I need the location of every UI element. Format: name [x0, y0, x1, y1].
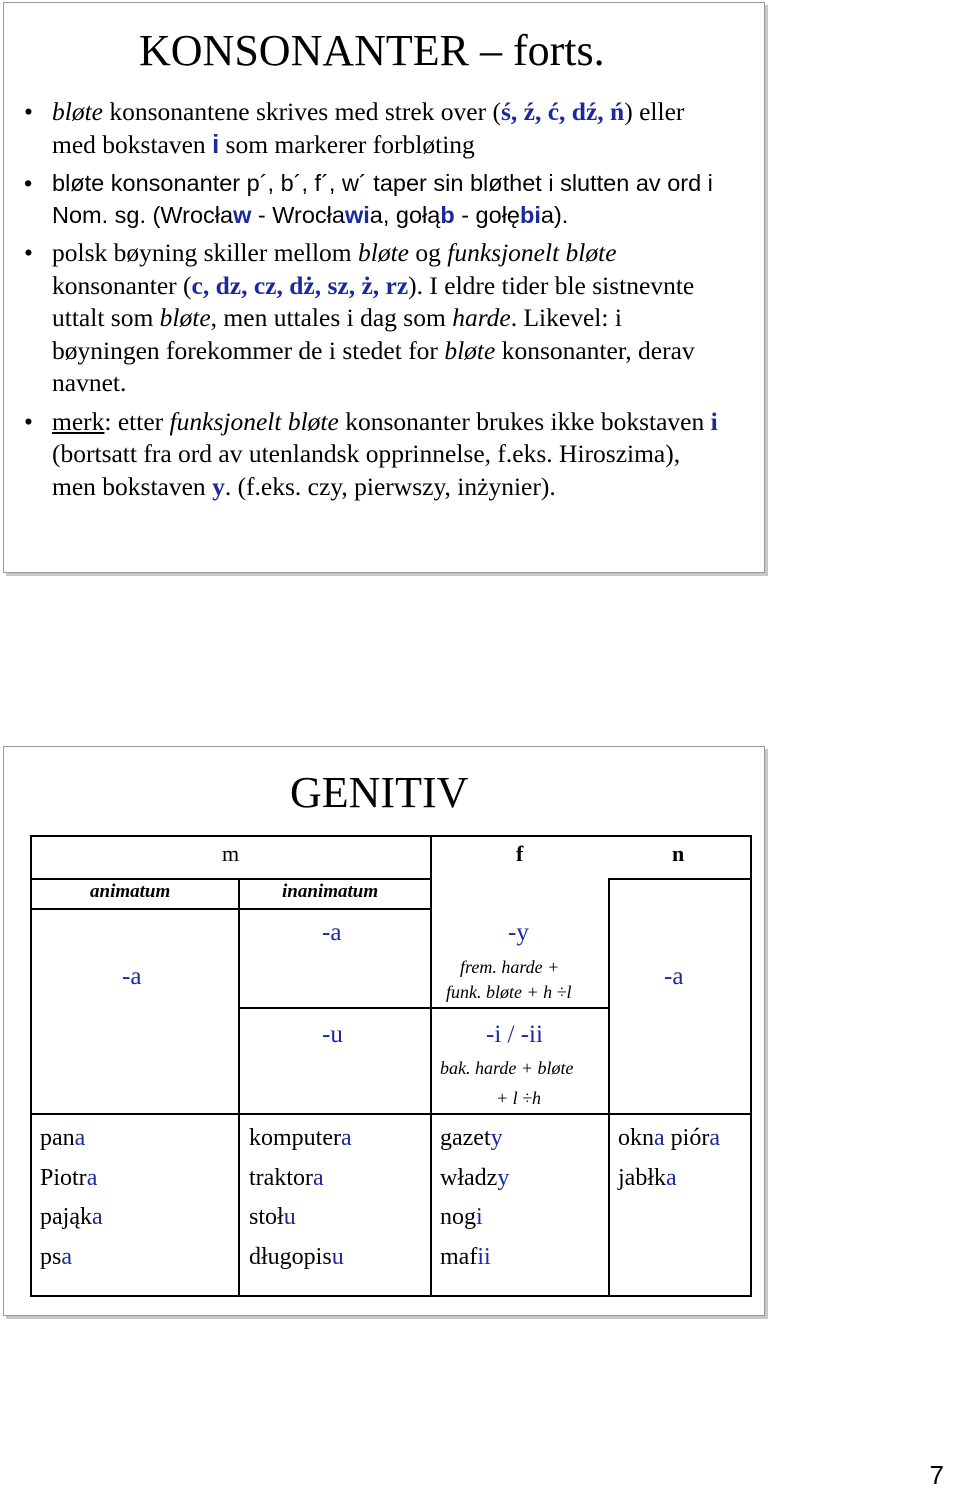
text-span: polsk bøyning skiller mellom	[52, 238, 358, 267]
text-span: merk	[52, 406, 105, 436]
ending-feminine-i: -i / -ii	[486, 1021, 543, 1048]
bullet-item-3	[22, 237, 722, 400]
highlight-letters: b	[440, 202, 455, 228]
table-rule	[32, 908, 430, 910]
text-span: harde	[452, 303, 511, 332]
header-neuter: n	[672, 841, 685, 866]
example-word: psa	[40, 1244, 72, 1270]
table-rule	[610, 878, 750, 880]
note-feminine-y: funk. bløte + h ÷l	[446, 982, 572, 1002]
table-rule	[608, 878, 610, 1295]
highlight-letters: y	[212, 471, 225, 501]
bullet-item-2	[22, 167, 722, 231]
example-word: długopisu	[249, 1244, 344, 1270]
text-span: , men uttales i dag som	[210, 303, 453, 332]
highlight-letters: c, dz, cz, dż, sz, ż, rz	[191, 270, 409, 300]
note-feminine-i: + l ÷h	[496, 1088, 542, 1108]
text-span: bløte	[52, 97, 103, 126]
highlight-letters: wi	[344, 202, 370, 228]
text-span: ) eller med bokstaven	[52, 97, 685, 159]
header-feminine: f	[516, 841, 524, 866]
header-animatum: animatum	[90, 881, 171, 902]
text-span: funksjonelt bløte	[447, 238, 617, 267]
slide-title: KONSONANTER – forts.	[139, 26, 605, 75]
text-span: bløte	[159, 303, 211, 332]
table-rule	[238, 878, 240, 1295]
slide-genitiv	[3, 746, 765, 1316]
ending-inanimatum-u: -u	[322, 1021, 343, 1048]
bullet-glyph: •	[24, 406, 33, 436]
text-span: og	[409, 238, 448, 267]
table-rule	[240, 1007, 608, 1009]
example-word: okna pióra	[618, 1125, 720, 1151]
text-span: . Likevel: i bøyningen forekommer de i stedet for	[52, 303, 622, 365]
example-word: stołu	[249, 1204, 296, 1230]
example-word: nogi	[440, 1204, 483, 1230]
highlight-letters: bi	[520, 202, 541, 228]
text-span: bløte	[358, 238, 409, 267]
note-feminine-y: frem. harde +	[460, 957, 560, 977]
note-feminine-i: bak. harde + bløte	[440, 1058, 574, 1078]
example-word: pana	[40, 1125, 86, 1151]
slide-konsonanter	[3, 2, 765, 573]
page-number: 7	[929, 1460, 944, 1490]
table-rule	[430, 837, 432, 1295]
text-span: bløte	[444, 335, 496, 365]
text-span: bløte konsonanter p´, b´, f´, w´ taper sin bløthet i slutten av ord i Nom. sg. (Wrocła	[52, 170, 713, 228]
bullet-glyph: •	[24, 170, 33, 196]
highlight-letters: ś, ź, ć, dź, ń	[500, 97, 625, 126]
example-word: mafii	[440, 1244, 491, 1270]
bullet-item-4	[22, 406, 722, 504]
text-span: (bortsatt fra ord av utenlandsk opprinnelse, f.eks. Hiroszima), men bokstaven	[52, 439, 681, 501]
text-span: ). I eldre tider ble sistnevnte uttalt som	[52, 270, 695, 332]
header-inanimatum: inanimatum	[282, 881, 379, 902]
table-rule	[32, 878, 430, 880]
slide-title: GENITIV	[290, 768, 469, 817]
text-span: - Wrocła	[251, 202, 345, 228]
example-word: komputera	[249, 1125, 352, 1151]
example-word: jabłka	[618, 1165, 677, 1191]
text-span: . (f.eks. czy, pierwszy, inżynier).	[224, 471, 556, 501]
highlight-letters: i	[710, 406, 718, 436]
text-span: a).	[540, 202, 569, 228]
genitive-table	[30, 835, 752, 1297]
text-span: konsonanter, derav navnet.	[52, 335, 695, 397]
highlight-letters: i	[212, 130, 220, 159]
example-word: władzy	[440, 1165, 510, 1191]
example-word: pająka	[40, 1204, 103, 1230]
example-word: gazety	[440, 1125, 503, 1151]
text-span: : etter	[104, 406, 170, 436]
table-rule	[32, 1113, 750, 1115]
bullet-list	[22, 96, 722, 509]
highlight-letters: w	[233, 202, 252, 228]
example-word: traktora	[249, 1165, 324, 1191]
text-span: - gołę	[454, 202, 520, 228]
text-span: konsonanter brukes ikke bokstaven	[338, 406, 711, 436]
header-masculine: m	[222, 841, 240, 866]
ending-inanimatum-a: -a	[322, 919, 342, 946]
bullet-glyph: •	[24, 97, 33, 126]
text-span: konsonanter (	[52, 270, 192, 300]
text-span: konsonantene skrives med strek over (	[103, 97, 501, 126]
ending-feminine-y: -y	[508, 919, 529, 946]
text-span: a, gołą	[369, 202, 441, 228]
ending-neuter: -a	[664, 963, 684, 990]
bullet-item-1	[22, 96, 722, 161]
text-span: funksjonelt bløte	[169, 406, 339, 436]
ending-animatum: -a	[122, 963, 142, 990]
example-word: Piotra	[40, 1165, 98, 1191]
bullet-glyph: •	[24, 238, 33, 267]
text-span: som markerer forbløting	[219, 129, 475, 159]
